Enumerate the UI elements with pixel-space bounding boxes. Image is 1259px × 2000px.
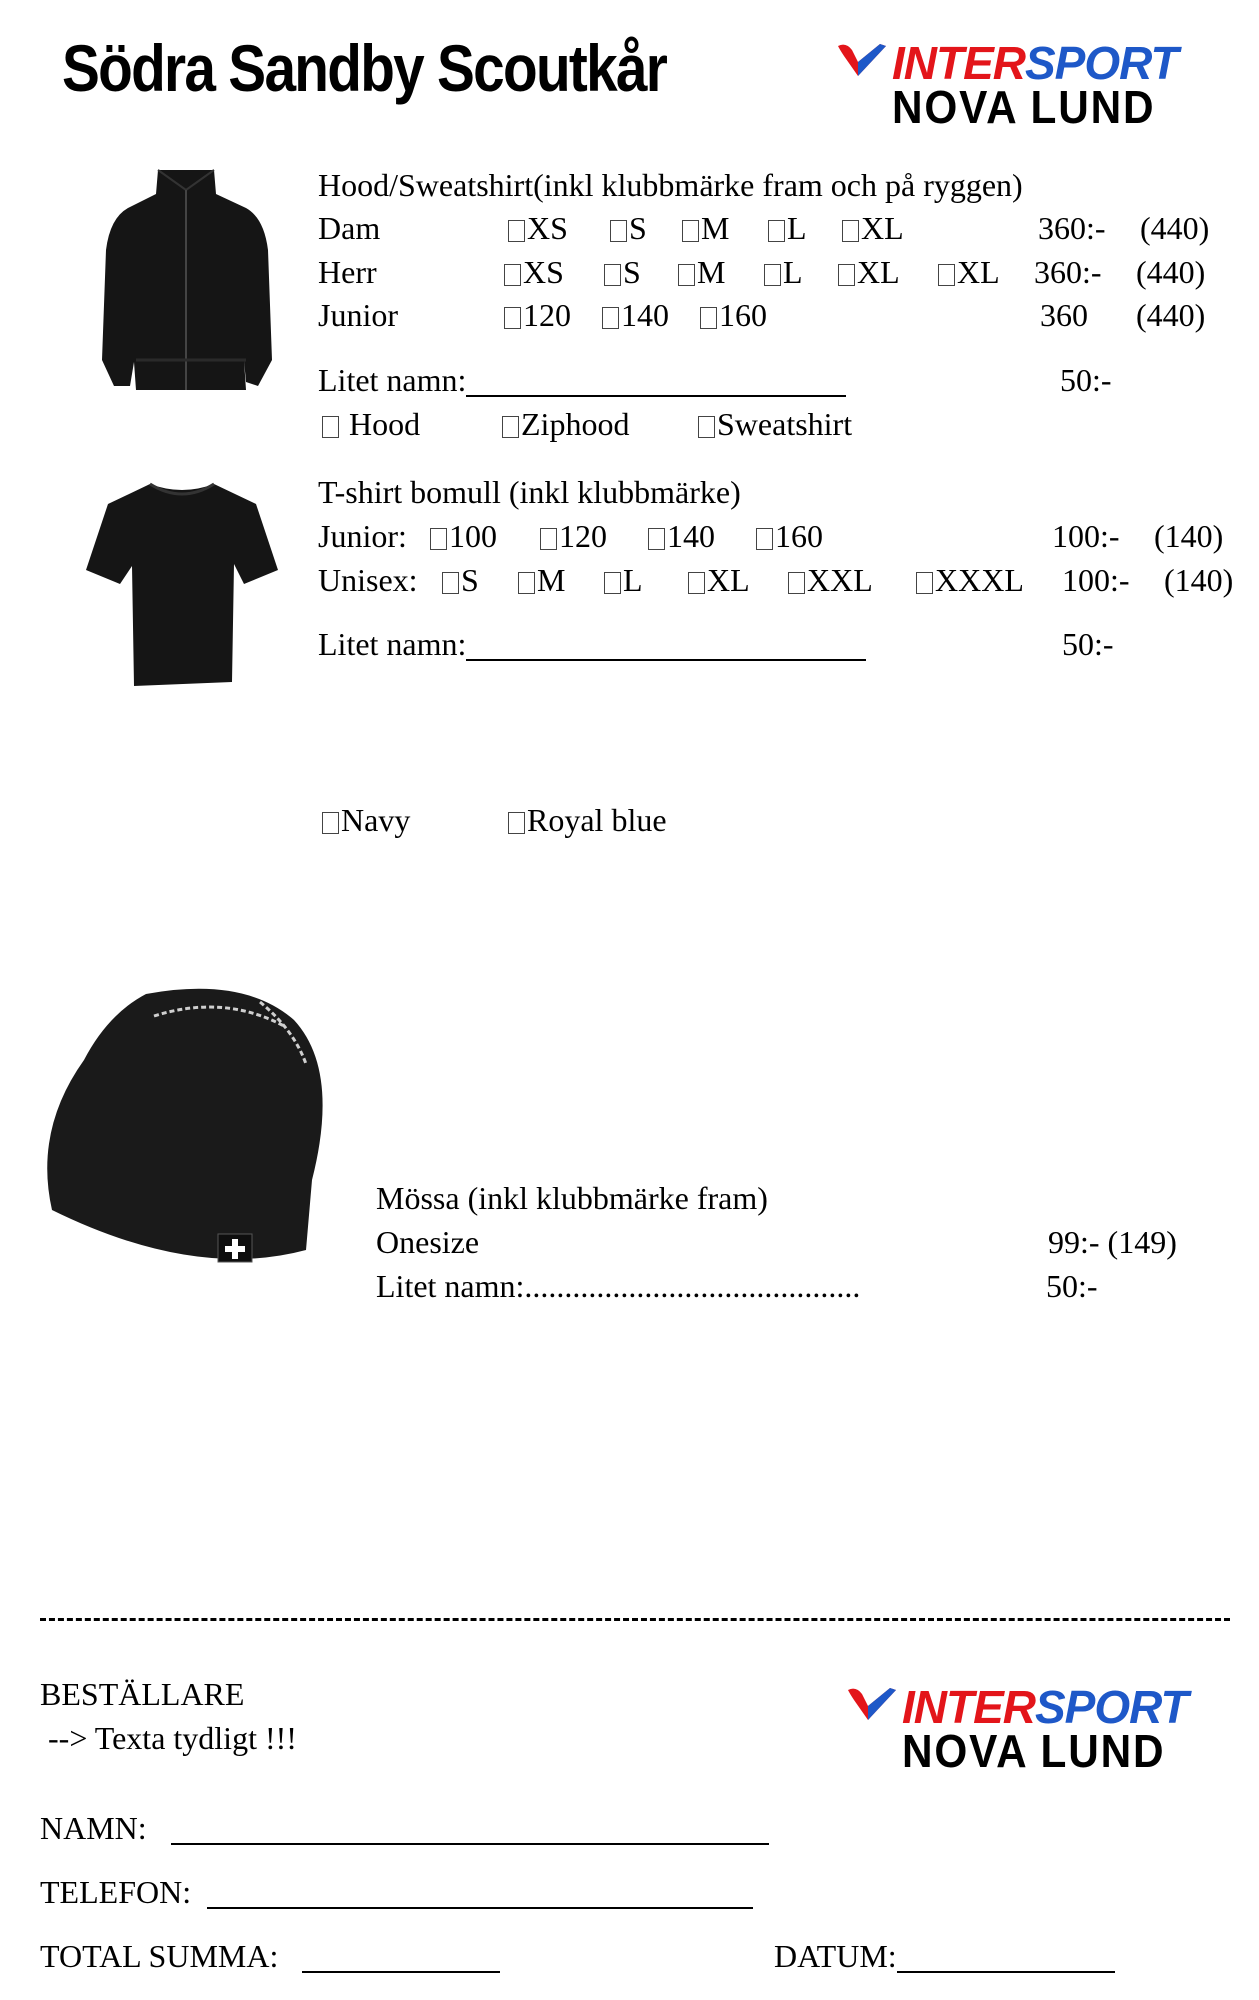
tshirt-unisex-price-alt: (140) <box>1164 562 1234 598</box>
tshirt-name-label: Litet namn: <box>318 626 467 662</box>
option-label: S <box>629 210 647 246</box>
checkbox-dam-s[interactable] <box>610 208 647 248</box>
checkbox-box[interactable] <box>698 416 715 438</box>
tshirt-junior-price-alt: (140) <box>1154 518 1224 554</box>
checkbox-herr-s[interactable] <box>604 252 641 292</box>
checkbox-box[interactable] <box>788 572 805 594</box>
date-line[interactable] <box>897 1971 1115 1973</box>
checkbox-unisex-s[interactable] <box>442 560 479 600</box>
option-label: XXXL <box>935 562 1024 598</box>
checkbox-unisex-l[interactable] <box>604 560 643 600</box>
checkbox-dam-m[interactable] <box>682 208 729 248</box>
checkbox-tshirt-junior-140[interactable] <box>648 516 715 556</box>
option-label: XL <box>957 254 1000 290</box>
tshirt-unisex-price: 100:- <box>1062 562 1130 598</box>
checkbox-hood[interactable] <box>322 404 420 444</box>
checkbox-box[interactable] <box>610 220 627 242</box>
checkbox-box[interactable] <box>678 264 695 286</box>
intersport-logo-bottom <box>846 1680 1206 1777</box>
checkbox-box[interactable] <box>938 264 955 286</box>
tshirt-name-field[interactable] <box>318 624 866 664</box>
hood-name-line[interactable] <box>466 395 846 397</box>
option-label: L <box>783 254 803 290</box>
order-title: BESTÄLLARE <box>40 1676 245 1712</box>
checkbox-royal-blue[interactable] <box>508 800 667 840</box>
date-field[interactable] <box>774 1936 1115 1976</box>
hat-heading: Mössa (inkl klubbmärke fram) <box>376 1180 768 1216</box>
option-label: M <box>697 254 726 290</box>
checkbox-dam-l[interactable] <box>768 208 807 248</box>
logo-brand-inter: INTER <box>902 1681 1035 1733</box>
option-label: L <box>787 210 807 246</box>
option-label: M <box>537 562 566 598</box>
checkbox-tshirt-junior-100[interactable] <box>430 516 497 556</box>
checkbox-box[interactable] <box>764 264 781 286</box>
option-label: XL <box>857 254 900 290</box>
total-label: TOTAL SUMMA: <box>40 1938 279 1974</box>
tshirt-heading: T-shirt bomull (inkl klubbmärke) <box>318 474 741 510</box>
checkbox-box[interactable] <box>540 528 557 550</box>
option-label: Royal blue <box>527 802 667 838</box>
checkbox-herr-xs[interactable] <box>504 252 564 292</box>
hood-name-price: 50:- <box>1060 362 1112 398</box>
checkbox-hood-junior-140[interactable] <box>602 295 669 335</box>
hood-row-junior-label: Junior <box>318 297 398 333</box>
phone-field[interactable] <box>40 1872 753 1912</box>
option-label: XL <box>707 562 750 598</box>
checkbox-unisex-xxl[interactable] <box>788 560 873 600</box>
checkbox-box[interactable] <box>602 307 619 329</box>
phone-line[interactable] <box>207 1907 753 1909</box>
option-label: Hood <box>349 406 421 442</box>
checkbox-box[interactable] <box>430 528 447 550</box>
option-label: 140 <box>667 518 715 554</box>
checkbox-hood-junior-120[interactable] <box>504 295 571 335</box>
hood-heading: Hood/Sweatshirt(inkl klubbmärke fram och på ryggen) <box>318 167 1023 203</box>
intersport-mark-icon <box>836 40 888 80</box>
logo-sub: NOVA LUND <box>892 81 1156 133</box>
option-label: L <box>623 562 643 598</box>
hood-herr-price-alt: (440) <box>1136 254 1206 290</box>
name-line[interactable] <box>171 1843 769 1845</box>
hat-image <box>44 980 334 1280</box>
checkbox-herr-xl-2[interactable] <box>938 252 1000 292</box>
checkbox-navy[interactable] <box>322 800 410 840</box>
checkbox-unisex-xl[interactable] <box>688 560 750 600</box>
checkbox-unisex-m[interactable] <box>518 560 565 600</box>
intersport-logo-top <box>836 36 1196 133</box>
tshirt-name-price: 50:- <box>1062 626 1114 662</box>
option-label: 160 <box>775 518 823 554</box>
option-label: XL <box>861 210 904 246</box>
hood-dam-price-alt: (440) <box>1140 210 1210 246</box>
logo-brand-sport: SPORT <box>1025 37 1178 89</box>
total-field[interactable] <box>40 1936 500 1976</box>
name-label: NAMN: <box>40 1810 147 1846</box>
option-label: XXL <box>807 562 873 598</box>
checkbox-sweatshirt[interactable] <box>698 404 852 444</box>
hat-name-field[interactable]: Litet namn:.......................................... <box>376 1268 861 1304</box>
checkbox-ziphood[interactable] <box>502 404 629 444</box>
option-label: Ziphood <box>521 406 630 442</box>
option-label: 160 <box>719 297 767 333</box>
checkbox-box[interactable] <box>504 307 521 329</box>
checkbox-box[interactable] <box>322 812 339 834</box>
page-title: Södra Sandby Scoutkår <box>62 31 667 105</box>
hood-jacket-image <box>96 160 276 400</box>
hood-name-field[interactable] <box>318 360 846 400</box>
checkbox-box[interactable] <box>604 572 621 594</box>
option-label: 140 <box>621 297 669 333</box>
checkbox-box[interactable] <box>838 264 855 286</box>
hat-name-price: 50:- <box>1046 1268 1098 1304</box>
logo-sub: NOVA LUND <box>902 1725 1166 1777</box>
name-field[interactable] <box>40 1808 769 1848</box>
checkbox-dam-xl[interactable] <box>842 208 904 248</box>
option-label: S <box>461 562 479 598</box>
hood-junior-price: 360 <box>1040 297 1088 333</box>
checkbox-box[interactable] <box>648 528 665 550</box>
tshirt-image <box>86 474 278 694</box>
checkbox-box[interactable] <box>442 572 459 594</box>
option-label: Sweatshirt <box>717 406 853 442</box>
total-line[interactable] <box>302 1971 500 1973</box>
checkbox-dam-xs[interactable] <box>508 208 568 248</box>
logo-brand-sport: SPORT <box>1035 1681 1188 1733</box>
checkbox-box[interactable] <box>502 416 519 438</box>
hood-junior-price-alt: (440) <box>1136 297 1206 333</box>
option-label: S <box>623 254 641 290</box>
option-label: 120 <box>523 297 571 333</box>
hood-name-label: Litet namn: <box>318 362 467 398</box>
date-label: DATUM: <box>774 1938 897 1974</box>
checkbox-box[interactable] <box>756 528 773 550</box>
option-label: XS <box>527 210 568 246</box>
checkbox-herr-m[interactable] <box>678 252 725 292</box>
checkbox-box[interactable] <box>518 572 535 594</box>
checkbox-herr-l[interactable] <box>764 252 803 292</box>
checkbox-box[interactable] <box>504 264 521 286</box>
hood-dam-price: 360:- <box>1038 210 1106 246</box>
logo-brand-inter: INTER <box>892 37 1025 89</box>
option-label: XS <box>523 254 564 290</box>
checkbox-hood-junior-160[interactable] <box>700 295 767 335</box>
option-label: M <box>701 210 730 246</box>
order-note: --> Texta tydligt !!! <box>48 1720 297 1756</box>
tshirt-junior-price: 100:- <box>1052 518 1120 554</box>
checkbox-unisex-xxxl[interactable] <box>916 560 1024 600</box>
intersport-mark-icon <box>846 1684 898 1724</box>
option-label: Navy <box>341 802 411 838</box>
checkbox-box[interactable] <box>916 572 933 594</box>
hood-row-herr-label: Herr <box>318 254 377 290</box>
checkbox-box[interactable] <box>604 264 621 286</box>
checkbox-box[interactable] <box>322 416 339 438</box>
hat-price: 99:- (149) <box>1048 1224 1177 1260</box>
tshirt-row-junior-label: Junior: <box>318 518 407 554</box>
option-label: 100 <box>449 518 497 554</box>
hat-size: Onesize <box>376 1224 480 1260</box>
checkbox-herr-xl[interactable] <box>838 252 900 292</box>
hood-row-dam-label: Dam <box>318 210 381 246</box>
checkbox-box[interactable] <box>688 572 705 594</box>
checkbox-box[interactable] <box>842 220 859 242</box>
checkbox-box[interactable] <box>768 220 785 242</box>
checkbox-tshirt-junior-120[interactable] <box>540 516 607 556</box>
hood-herr-price: 360:- <box>1034 254 1102 290</box>
checkbox-box[interactable] <box>508 812 525 834</box>
tshirt-row-unisex-label: Unisex: <box>318 562 418 598</box>
cut-line-divider <box>40 1618 1230 1621</box>
phone-label: TELEFON: <box>40 1874 192 1910</box>
option-label: 120 <box>559 518 607 554</box>
checkbox-tshirt-junior-160[interactable] <box>756 516 823 556</box>
checkbox-box[interactable] <box>682 220 699 242</box>
checkbox-box[interactable] <box>508 220 525 242</box>
tshirt-name-line[interactable] <box>466 659 866 661</box>
checkbox-box[interactable] <box>700 307 717 329</box>
